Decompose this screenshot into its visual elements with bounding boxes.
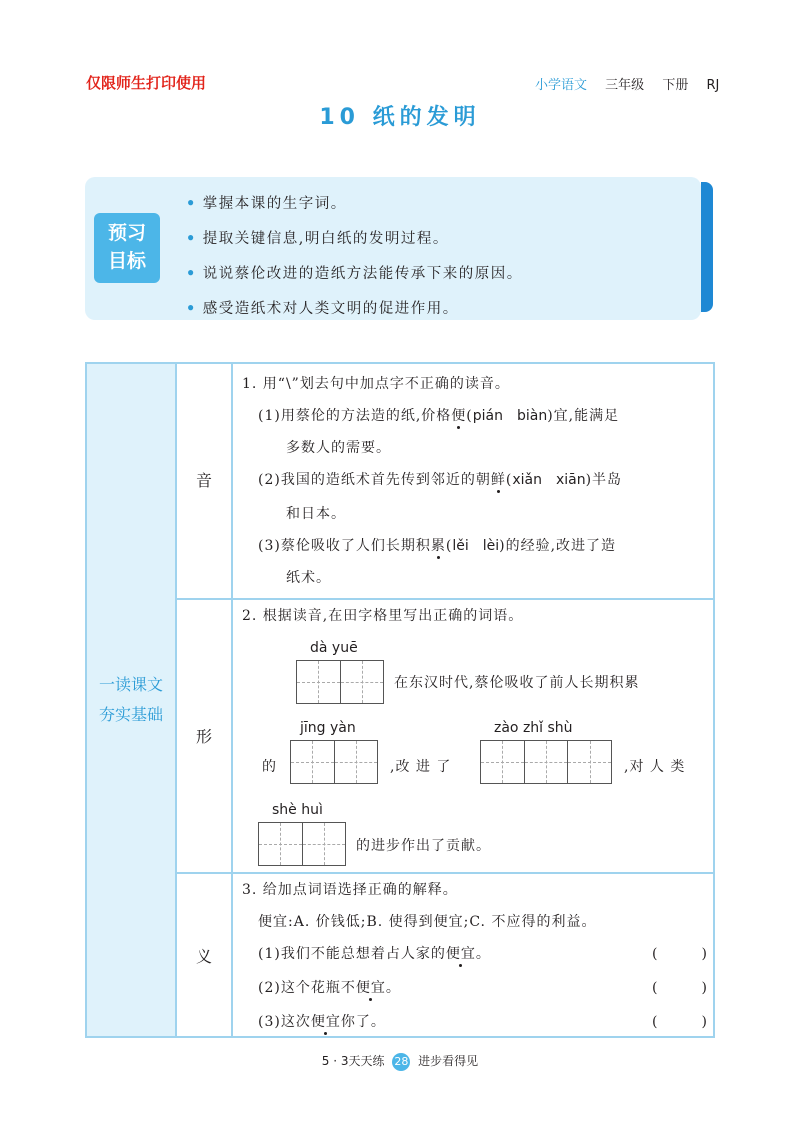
q3-s3: (3)这次便宜你了。 (258, 1014, 386, 1030)
volume-label: 下册 (662, 78, 689, 93)
dotted-char: 鲜 (490, 472, 506, 488)
q3-prompt: 3. 给加点词语选择正确的解释。 (242, 882, 458, 898)
dotted-word: 便宜 (310, 1014, 341, 1030)
dotted-word: 便宜 (355, 980, 386, 996)
dotted-char: 累 (430, 538, 446, 554)
section-line1: 一读课文 (98, 675, 163, 694)
footer-slogan: 进步看得见 (418, 1054, 479, 1068)
edition-label: RJ (706, 78, 720, 93)
tianzige-jingyan[interactable] (290, 740, 378, 784)
q3-s2: (2)这个花瓶不便宜。 (258, 980, 401, 996)
q2-text4: 的进步作出了贡献。 (356, 838, 491, 854)
answer-paren-1[interactable]: ( ) (652, 946, 708, 962)
pinyin-jingyan: jīng yàn (300, 720, 356, 736)
table-border-top (85, 362, 715, 364)
grade-label: 三年级 (605, 78, 645, 93)
objective-text: 说说蔡伦改进的造纸方法能传承下来的原因。 (202, 266, 523, 282)
page-number: 28 (392, 1053, 410, 1071)
objective-text: 感受造纸术对人类文明的促进作用。 (202, 301, 459, 317)
section-label (87, 670, 175, 730)
q2-text2: ,改 进 了 (390, 759, 452, 775)
pinyin-shehui: shè huì (272, 802, 323, 818)
badge-line2: 目标 (107, 250, 146, 272)
q3-options: 便宜:A. 价钱低;B. 使得到便宜;C. 不应得的利益。 (258, 914, 597, 930)
table-border-right (713, 362, 715, 1038)
tianzige-shehui[interactable] (258, 822, 346, 866)
category-sound: 音 (195, 471, 212, 490)
answer-paren-2[interactable]: ( ) (652, 980, 708, 996)
bullet-icon: • (186, 265, 197, 282)
objective-text: 提取关键信息,明白纸的发明过程。 (202, 231, 449, 247)
footer (0, 1052, 800, 1071)
pinyin-zaozhishu: zào zhǐ shù (494, 720, 573, 736)
q2-text3: ,对 人 类 (624, 759, 686, 775)
table-divider-section (175, 362, 177, 1038)
badge-line1: 预习 (107, 222, 146, 244)
table-row-divider (175, 598, 715, 600)
bullet-icon: • (186, 195, 197, 212)
q3-s1: (1)我们不能总想着占人家的便宜。 (258, 946, 491, 962)
print-notice: 仅限师生打印使用 (86, 74, 207, 92)
q1-s1-line1: (1)用蔡伦的方法造的纸,价格便(pián biàn)宜,能满足 (258, 408, 620, 424)
pinyin-options: xiǎn xiān (512, 472, 586, 488)
q1-s2-line2: 和日本。 (286, 506, 346, 522)
table-row-divider (175, 872, 715, 874)
objective-text: 掌握本课的生字词。 (202, 196, 347, 212)
table-divider-category (231, 362, 233, 1038)
dotted-char: 便 (451, 408, 467, 424)
lesson-title: 10 纸的发明 (319, 105, 481, 130)
q2-de: 的 (262, 759, 277, 775)
objective-item (186, 221, 686, 256)
q1-s1-line2: 多数人的需要。 (286, 440, 391, 456)
pinyin-daiyue: dà yuē (310, 640, 358, 656)
bullet-icon: • (186, 300, 197, 317)
tianzige-daiyue[interactable] (296, 660, 384, 704)
section-line2: 夯实基础 (98, 705, 163, 724)
objectives-list (186, 186, 686, 326)
tianzige-zaozhishu[interactable] (480, 740, 612, 784)
q1-s3-line2: 纸术。 (286, 570, 331, 586)
book-info (535, 74, 733, 93)
objective-item (186, 291, 686, 326)
q1-s3-line1: (3)蔡伦吸收了人们长期积累(lěi lèi)的经验,改进了造 (258, 538, 617, 554)
category-meaning: 义 (195, 947, 212, 966)
pinyin-options: lěi lèi (452, 538, 500, 554)
table-border-bottom (85, 1036, 715, 1038)
objectives-strip (701, 182, 713, 312)
bullet-icon: • (186, 230, 197, 247)
objective-item (186, 256, 686, 291)
dotted-word: 便宜 (445, 946, 476, 962)
q2-prompt: 2. 根据读音,在田字格里写出正确的词语。 (242, 608, 524, 624)
answer-paren-3[interactable]: ( ) (652, 1014, 708, 1030)
footer-brand: 5 · 3天天练 (321, 1054, 385, 1068)
subject-label: 小学语文 (535, 78, 588, 93)
q1-s2-line1: (2)我国的造纸术首先传到邻近的朝鲜(xiǎn xiān)半岛 (258, 472, 623, 488)
objective-item (186, 186, 686, 221)
pinyin-options: pián biàn (472, 408, 548, 424)
category-shape: 形 (195, 727, 212, 746)
q1-prompt: 1. 用“\”划去句中加点字不正确的读音。 (242, 376, 510, 392)
objectives-badge (94, 213, 160, 283)
q2-text1: 在东汉时代,蔡伦吸收了前人长期积累 (394, 675, 640, 691)
